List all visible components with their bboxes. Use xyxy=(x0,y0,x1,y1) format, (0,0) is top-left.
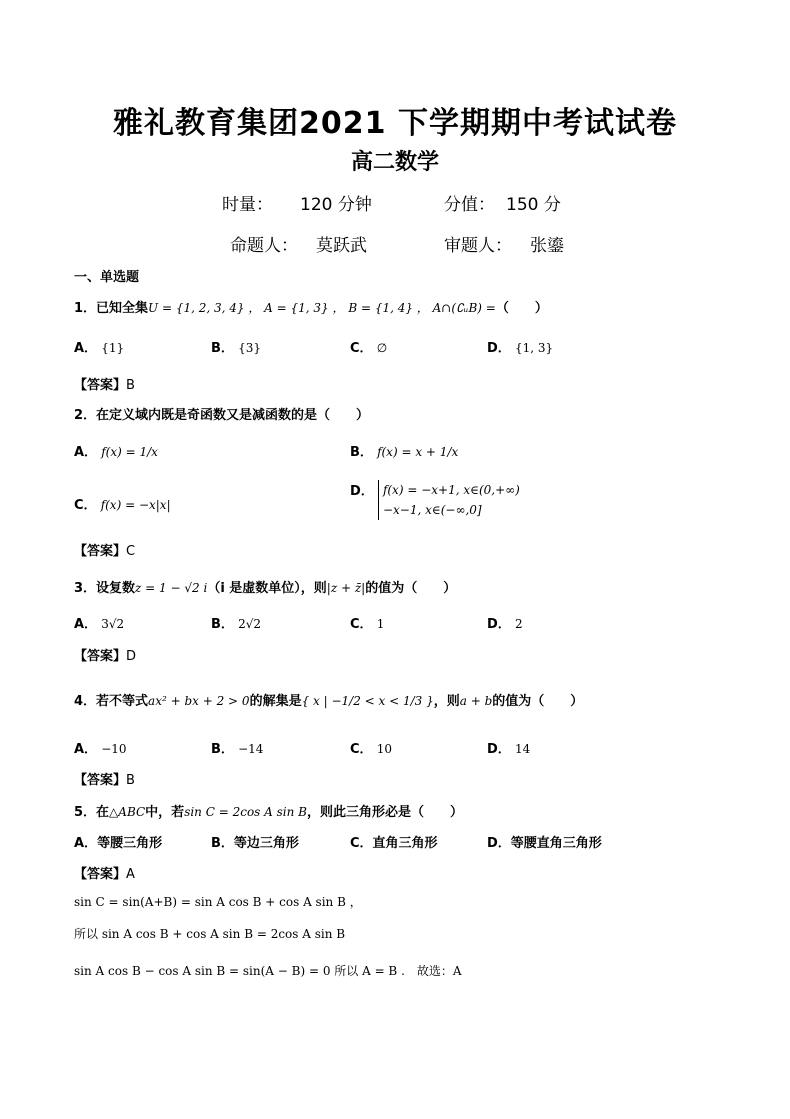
section-heading: 一、单选题 xyxy=(74,270,140,285)
question-3-option-b[interactable]: B． 2√2 xyxy=(211,617,261,632)
solution-line-2: 所以 sin A cos B + cos A sin B = 2cos A sin B xyxy=(74,927,346,941)
question-5-option-a[interactable]: A．等腰三角形 xyxy=(74,836,163,851)
reviewer-label: 审题人： xyxy=(444,236,512,256)
time-value: 120 分钟 xyxy=(300,195,372,215)
score-label: 分值： xyxy=(444,195,495,215)
question-2-option-c[interactable]: C． f(x) = −x|x| xyxy=(74,498,171,513)
question-3-option-a[interactable]: A． 3√2 xyxy=(74,617,125,632)
question-4-option-a[interactable]: A． −10 xyxy=(74,742,127,757)
question-1-tail: （ ） xyxy=(495,301,548,316)
question-1-option-d[interactable]: D． {1, 3} xyxy=(487,341,554,356)
question-3-option-d[interactable]: D． 2 xyxy=(487,617,523,632)
question-1 xyxy=(74,297,548,316)
question-1-answer: 【答案】B xyxy=(74,378,135,393)
question-5-option-b[interactable]: B．等边三角形 xyxy=(211,836,299,851)
reviewer-name: 张鎏 xyxy=(530,236,564,256)
question-1-option-b[interactable]: B． {3} xyxy=(211,341,261,356)
question-1-stem: 1．已知全集 xyxy=(74,301,149,316)
question-3: 3．设复数z = 1 − √2 i（i 是虚数单位），则|z + z̄|的值为（ ） xyxy=(74,581,457,596)
question-2-answer: 【答案】C xyxy=(74,544,136,559)
question-2-option-b[interactable]: B． f(x) = x + 1/x xyxy=(350,445,459,460)
question-1-math: U = {1, 2, 3, 4} ， A = {1, 3} ， B = {1, 4} ， A∩(∁ᵤB) = xyxy=(148,301,496,315)
question-4-answer: 【答案】B xyxy=(74,773,135,788)
question-2-option-d[interactable]: D． f(x) = −x+1, x∈(0,+∞) −x−1, x∈(−∞,0] xyxy=(350,480,520,520)
time-label: 时量： xyxy=(222,195,273,215)
setter-name: 莫跃武 xyxy=(316,236,367,256)
exam-subject: 高二数学 xyxy=(350,150,439,175)
question-5-answer: 【答案】A xyxy=(74,867,135,882)
question-4-option-c[interactable]: C． 10 xyxy=(350,742,392,757)
question-1-option-a[interactable]: A． {1} xyxy=(74,341,125,356)
question-4-option-b[interactable]: B． −14 xyxy=(211,742,264,757)
question-1-option-c[interactable]: C． ∅ xyxy=(350,341,388,356)
solution-line-3: sin A cos B − cos A sin B = sin(A − B) = 0 所以 A = B . 故选：A xyxy=(74,964,462,978)
question-5: 5．在△ABC中，若sin C = 2cos A sin B，则此三角形必是（ ） xyxy=(74,805,463,820)
question-2-option-a[interactable]: A． f(x) = 1/x xyxy=(74,445,158,460)
question-4: 4．若不等式ax² + bx + 2 > 0的解集是{ x | −1/2 < x < 1/3 }，则a + b的值为（ ） xyxy=(74,694,584,709)
question-4-option-d[interactable]: D． 14 xyxy=(487,742,531,757)
question-2: 2．在定义域内既是奇函数又是减函数的是（ ） xyxy=(74,408,370,423)
question-5-option-c[interactable]: C．直角三角形 xyxy=(350,836,438,851)
score-value: 150 分 xyxy=(506,195,561,215)
solution-line-1: sin C = sin(A+B) = sin A cos B + cos A sin B ， xyxy=(74,895,362,909)
question-3-option-c[interactable]: C． 1 xyxy=(350,617,385,632)
exam-title: 雅礼教育集团2021 下学期期中考试试卷 xyxy=(113,106,677,141)
question-3-answer: 【答案】D xyxy=(74,649,137,664)
setter-label: 命题人： xyxy=(230,236,298,256)
question-5-option-d[interactable]: D．等腰直角三角形 xyxy=(487,836,602,851)
